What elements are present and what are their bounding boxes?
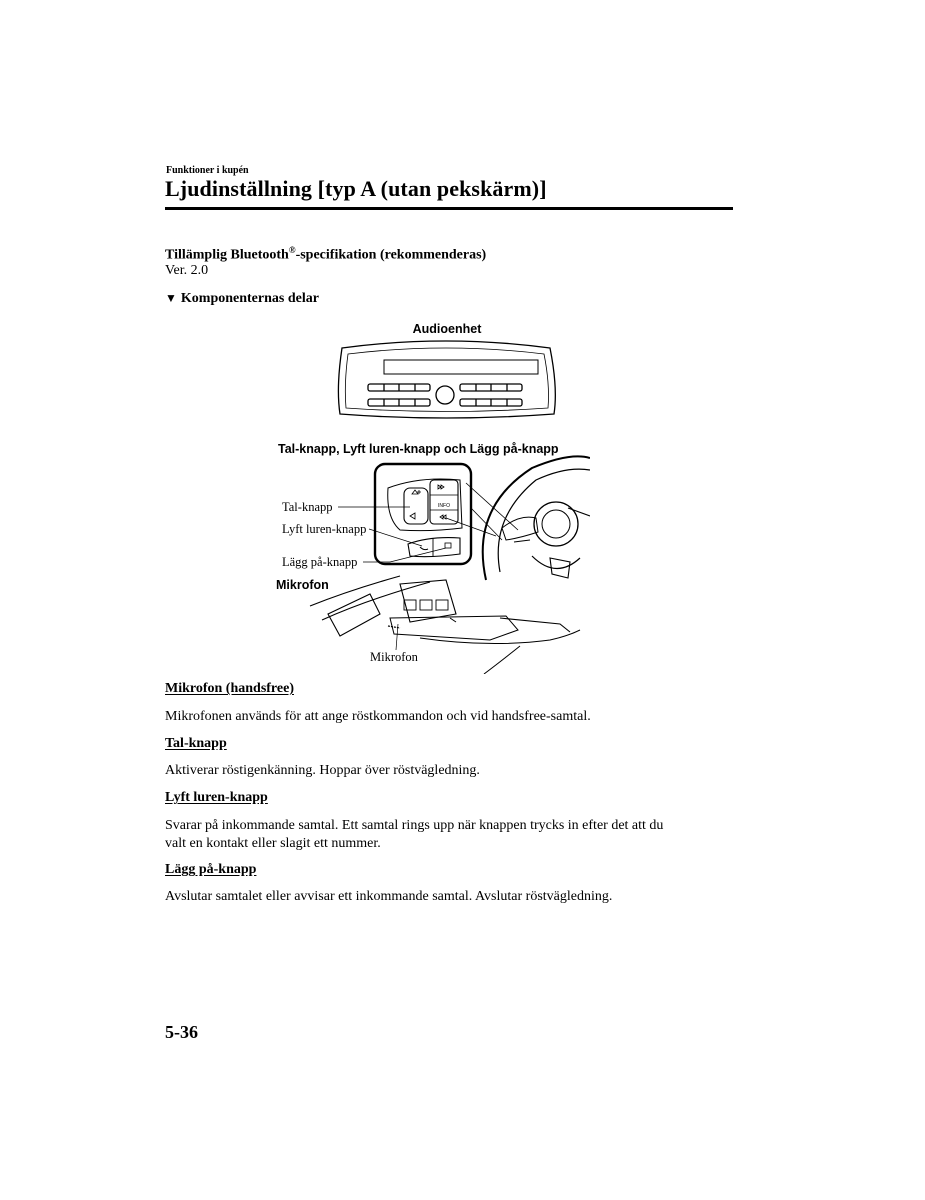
term-hangup-button: Lägg på-knapp [165, 862, 257, 877]
registered-symbol: ® [288, 245, 296, 255]
spec-heading-rest: -specifikation (rekommenderas) [295, 247, 487, 263]
hangup-leader-line-2 [390, 548, 446, 562]
spec-heading-main: Tillämplig Bluetooth [165, 247, 289, 263]
desc-talk-button: Aktiverar röstigenkänning. Hoppar över röstvägledning. [165, 763, 480, 778]
term-microphone: Mikrofon (handsfree) [165, 681, 294, 696]
hangup-button-label: Lägg på-knapp [282, 555, 358, 569]
desc-pickup-button-line1: Svarar på inkommande samtal. Ett samtal rings upp när knappen trycks in efter det att du [165, 818, 664, 833]
term-pickup-button: Lyft luren-knapp [165, 790, 268, 805]
callout-lines [446, 483, 518, 540]
page-title: Ljudinställning [typ A (utan pekskärm)] [165, 176, 547, 201]
desc-microphone: Mikrofonen används för att ange röstkommandon och vid handsfree-samtal. [165, 709, 591, 724]
components-heading [165, 291, 319, 307]
pickup-button-label: Lyft luren-knapp [282, 522, 367, 536]
audio-unit-label: Audioenhet [412, 322, 482, 336]
overhead-console-drawing [310, 576, 580, 674]
steering-wheel [483, 456, 590, 580]
spec-version: Ver. 2.0 [165, 263, 209, 278]
section-label: Funktioner i kupén [166, 165, 249, 176]
triangle-bullet-icon: ▼ [165, 291, 177, 305]
components-heading-text: Komponenternas delar [180, 291, 319, 306]
page-number: 5-36 [165, 1022, 198, 1042]
pickup-leader-line [369, 529, 422, 546]
desc-hangup-button: Avslutar samtalet eller avvisar ett inkommande samtal. Avslutar röstvägledning. [165, 889, 613, 904]
desc-pickup-button-line2: valt en kontakt eller slagit ett nummer. [165, 836, 381, 851]
info-button-text: INFO [438, 503, 450, 509]
buttons-caption: Tal-knapp, Lyft luren-knapp och Lägg på-knapp [278, 442, 559, 456]
title-rule [165, 207, 733, 210]
steering-switch-closeup [375, 464, 471, 564]
microphone-caption: Mikrofon [276, 578, 329, 592]
microphone-label: Mikrofon [370, 650, 418, 664]
audio-unit-drawing [338, 341, 555, 418]
spec-heading [165, 245, 486, 264]
term-talk-button: Tal-knapp [165, 736, 227, 751]
talk-button-label: Tal-knapp [282, 500, 333, 514]
component-illustration [270, 318, 590, 674]
